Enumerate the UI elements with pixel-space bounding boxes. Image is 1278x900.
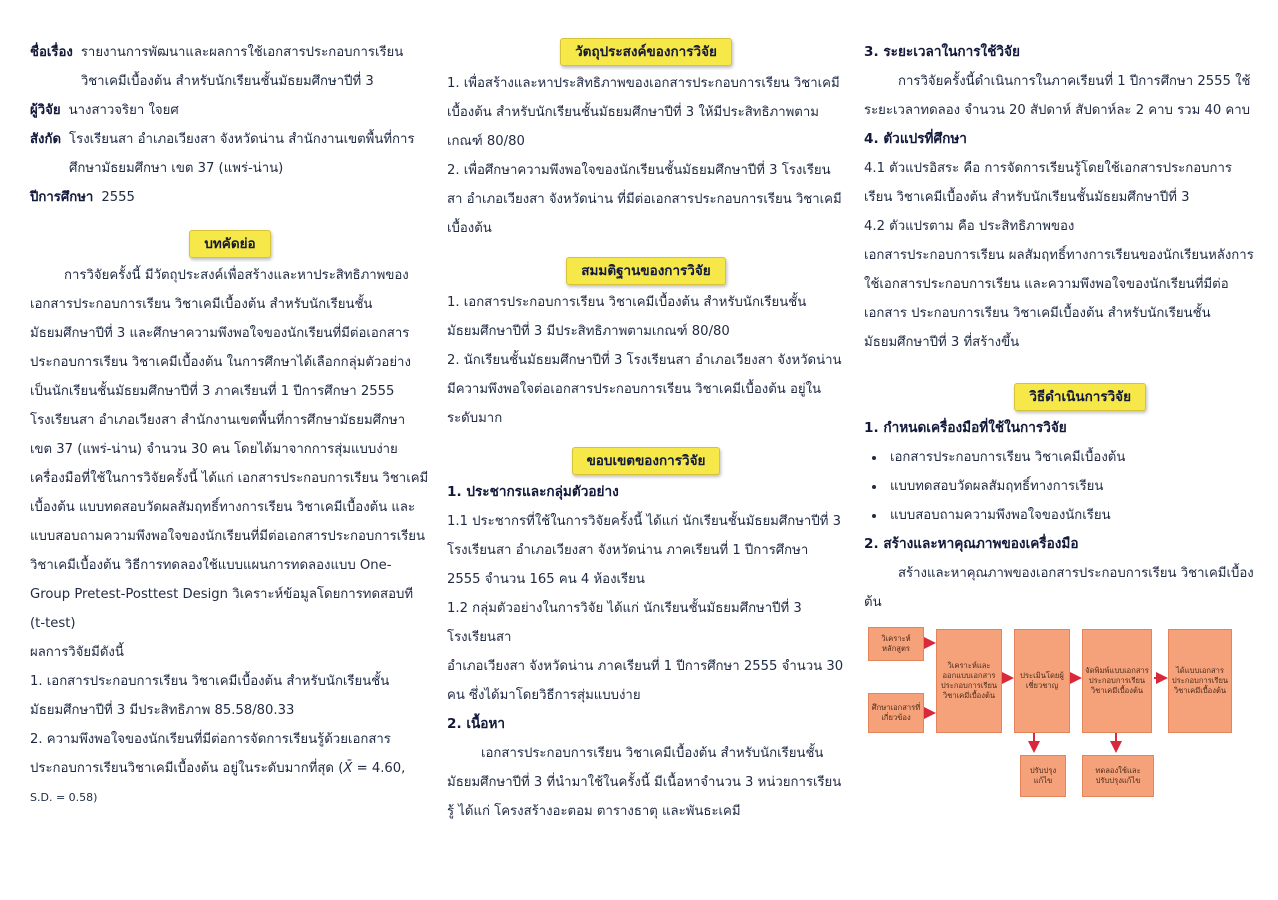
scope-sub-1: 1. ประชากรและกลุ่มตัวอย่าง: [447, 484, 619, 500]
variable-independent: 4.1 ตัวแปรอิสระ คือ การจัดการเรียนรู้โดยใช้เอกสารประกอบการเรียน วิชาเคมีเบื้องต้น สำหรับนักเรียนชั้นมัธยมศึกษาปีที่ 3: [864, 161, 1233, 205]
variable-dependent-a: 4.2 ตัวแปรตาม คือ ประสิทธิภาพของ: [864, 219, 1075, 234]
hypothesis-2: 2. นักเรียนชั้นมัธยมศึกษาปีที่ 3 โรงเรียนสา อำเภอเวียงสา จังหวัดน่าน มีความพึงพอใจต่อเอกสารประกอบการเรียน วิชาเคมีเบื้องต้น อยู่ในระดับมาก: [447, 353, 842, 426]
scope-1-1: 1.1 ประชากรที่ใช้ในการวิจัยครั้งนี้ ได้แก่ นักเรียนชั้นมัธยมศึกษาปีที่ 3 โรงเรียนสา อำเภอเวียงสา จังหวัดน่าน ภาคเรียนที่ 1 ปีการศึกษา 2555 จำนวน 165 คน 4 ห้องเรียน: [447, 514, 841, 587]
scope-heading-wrap: [447, 447, 845, 476]
objective-1: 1. เพื่อสร้างและหาประสิทธิภาพของเอกสารประกอบการเรียน วิชาเคมีเบื้องต้น สำหรับนักเรียนชั้นมัธยมศึกษาปีที่ 3 ให้มีประสิทธิภาพตามเกณฑ์ 80/80: [447, 76, 840, 149]
year-row: [30, 183, 430, 212]
mean-symbol: X̄: [343, 761, 353, 776]
objective-2: 2. เพื่อศึกษาความพึงพอใจของนักเรียนชั้นมัธยมศึกษาปีที่ 3 โรงเรียนสา อำเภอเวียงสา จังหวัดน่าน ที่มีต่อเอกสารประกอบการเรียน วิชาเคมีเบื้องต้น: [447, 163, 842, 236]
tools-list: [864, 443, 1256, 530]
flow-box-analyze-curriculum: วิเคราะห์หลักสูตร: [868, 627, 924, 661]
objectives-heading-wrap: [447, 38, 845, 67]
flow-box-design-document: วิเคราะห์และออกแบบเอกสารประกอบการเรียนวิชาเคมีเบื้องต้น: [936, 629, 1002, 733]
flow-box-expert-evaluation: ประเมินโดยผู้เชี่ยวชาญ: [1014, 629, 1070, 733]
year-label: ปีการศึกษา: [30, 190, 94, 205]
researcher-value: นางสาวจริยา ใจยศ: [68, 103, 179, 118]
result-2-sd: S.D. = 0.58): [30, 791, 98, 804]
scope-2-body: เอกสารประกอบการเรียน วิชาเคมีเบื้องต้น สำหรับนักเรียนชั้นมัธยมศึกษาปีที่ 3 ที่นำมาใช้ในครั้งนี้ มีเนื้อหาจำนวน 3 หน่วยการเรียนรู้ ได้แก่ โครงสร้างอะตอม ตารางธาตุ และพันธะเคมี: [447, 746, 842, 819]
year-value: 2555: [101, 190, 135, 205]
variables-heading: 4. ตัวแปรที่ศึกษา: [864, 131, 967, 147]
flow-box-tryout: ทดลองใช้และปรับปรุงแก้ไข: [1082, 755, 1154, 797]
column-3: [864, 38, 1256, 817]
affiliation-value: โรงเรียนสา อำเภอเวียงสา จังหวัดน่าน สำนักงานเขตพื้นที่การศึกษามัธยมศึกษา เขต 37 (แพร่-น่าน): [69, 132, 415, 176]
flow-box-study-documents: ศึกษาเอกสารที่เกี่ยวข้อง: [868, 693, 924, 733]
method-heading: วิธีดำเนินการวิจัย: [1014, 383, 1146, 411]
scope-heading: ขอบเขตของการวิจัย: [572, 447, 721, 475]
flow-box-final-document: ได้แบบเอกสารประกอบการเรียนวิชาเคมีเบื้องต้น: [1168, 629, 1232, 733]
method-heading-wrap: [864, 383, 1256, 412]
title-label: ชื่อเรื่อง: [30, 45, 73, 60]
hypothesis-heading: สมมติฐานของการวิจัย: [566, 257, 725, 285]
tool-item: • แบบทดสอบวัดผลสัมฤทธิ์ทางการเรียน: [886, 472, 1256, 501]
flow-box-print-document: จัดพิมพ์แบบเอกสารประกอบการเรียนวิชาเคมีเบื้องต้น: [1082, 629, 1152, 733]
scope-sub-2: 2. เนื้อหา: [447, 716, 506, 732]
affiliation-row: [30, 125, 430, 183]
flowchart: [864, 621, 1244, 817]
result-2-mean: = 4.60,: [352, 761, 406, 776]
scope-1-2a: 1.2 กลุ่มตัวอย่างในการวิจัย ได้แก่ นักเรียนชั้นมัธยมศึกษาปีที่ 3 โรงเรียนสา: [447, 601, 802, 645]
duration-heading: 3. ระยะเวลาในการใช้วิจัย: [864, 44, 1020, 60]
hypothesis-heading-wrap: [447, 257, 845, 286]
method-sub-2: 2. สร้างและหาคุณภาพของเครื่องมือ: [864, 536, 1079, 552]
result-1: 1. เอกสารประกอบการเรียน วิชาเคมีเบื้องต้น สำหรับนักเรียนชั้นมัธยมศึกษาปีที่ 3 มีประสิทธิภาพ 85.58/80.33: [30, 674, 390, 718]
researcher-row: [30, 96, 430, 125]
tool-item: • แบบสอบถามความพึงพอใจของนักเรียน: [886, 501, 1256, 530]
method-sub-1: 1. กำหนดเครื่องมือที่ใช้ในการวิจัย: [864, 420, 1067, 436]
affiliation-label: สังกัด: [30, 132, 62, 147]
scope-1-2b: อำเภอเวียงสา จังหวัดน่าน ภาคเรียนที่ 1 ปีการศึกษา 2555 จำนวน 30 คน ซึ่งได้มาโดยวิธีการสุ่มแบบง่าย: [447, 659, 844, 703]
method-2-body: สร้างและหาคุณภาพของเอกสารประกอบการเรียน วิชาเคมีเบื้องต้น: [864, 566, 1254, 610]
title-value: รายงานการพัฒนาและผลการใช้เอกสารประกอบการเรียน วิชาเคมีเบื้องต้น สำหรับนักเรียนชั้นมัธยมศึกษาปีที่ 3: [80, 45, 404, 89]
abstract-heading-wrap: [30, 230, 430, 259]
abstract-heading: บทคัดย่อ: [189, 230, 270, 258]
duration-body: การวิจัยครั้งนี้ดำเนินการในภาคเรียนที่ 1 ปีการศึกษา 2555 ใช้ระยะเวลาทดลอง จำนวน 20 สัปดาห์ สัปดาห์ละ 2 คาบ รวม 40 คาบ: [864, 74, 1251, 118]
result-2-text: 2. ความพึงพอใจของนักเรียนที่มีต่อการจัดการเรียนรู้ด้วยเอกสารประกอบการเรียนวิชาเคมีเบื้องต้น อยู่ในระดับมากที่สุด (: [30, 732, 391, 776]
objectives-heading: วัตถุประสงค์ของการวิจัย: [560, 38, 732, 66]
title-row: [30, 38, 430, 96]
column-2: [447, 38, 845, 826]
variable-dependent-b: เอกสารประกอบการเรียน ผลสัมฤทธิ์ทางการเรียนของนักเรียนหลังการใช้เอกสารประกอบการเรียน และความพึงพอใจของนักเรียนที่มีต่อเอกสาร ประกอบการเรียน วิชาเคมีเบื้องต้น สำหรับนักเรียนชั้นมัธยมศึกษาปีที่ 3 ที่สร้างขึ้น: [864, 248, 1254, 350]
column-1: [30, 38, 430, 812]
result-2: [30, 725, 430, 812]
abstract-body: การวิจัยครั้งนี้ มีวัตถุประสงค์เพื่อสร้างและหาประสิทธิภาพของเอกสารประกอบการเรียน วิชาเคมีเบื้องต้น สำหรับนักเรียนชั้นมัธยมศึกษาปีที่ 3 และศึกษาความพึงพอใจของนักเรียนที่มีต่อเอกสารประกอบการเรียน วิชาเคมีเบื้องต้น ในการศึกษาได้เลือกกลุ่มตัวอย่างเป็นนักเรียนชั้นมัธยมศึกษาปีที่ 3 ภาคเรียนที่ 1 ปีการศึกษา 2555 โรงเรียนสา อำเภอเวียงสา สำนักงานเขตพื้นที่การศึกษามัธยมศึกษา เขต 37 (แพร่-น่าน) จำนวน 30 คน โดยได้มาจากการสุ่มแบบง่าย เครื่องมือที่ใช้ในการวิจัยครั้งนี้ ได้แก่ เอกสารประกอบการเรียน วิชาเคมีเบื้องต้น แบบทดสอบวัดผลสัมฤทธิ์ทางการเรียน วิชาเคมีเบื้องต้น และแบบสอบถามความพึงพอใจของนักเรียนที่มีต่อเอกสารประกอบการเรียน วิชาเคมีเบื้องต้น วิธีการทดลองใช้แบบแผนการทดลองแบบ One-Group Pretest-Posttest Design วิเคราะห์ข้อมูลโดยการทดสอบที (t-test): [30, 268, 429, 631]
flow-box-revise: ปรับปรุงแก้ไข: [1020, 755, 1066, 797]
researcher-label: ผู้วิจัย: [30, 103, 61, 118]
results-intro: ผลการวิจัยมีดังนี้: [30, 645, 124, 660]
hypothesis-1: 1. เอกสารประกอบการเรียน วิชาเคมีเบื้องต้น สำหรับนักเรียนชั้นมัธยมศึกษาปีที่ 3 มีประสิทธิภาพตามเกณฑ์ 80/80: [447, 295, 807, 339]
tool-item: • เอกสารประกอบการเรียน วิชาเคมีเบื้องต้น: [886, 443, 1256, 472]
